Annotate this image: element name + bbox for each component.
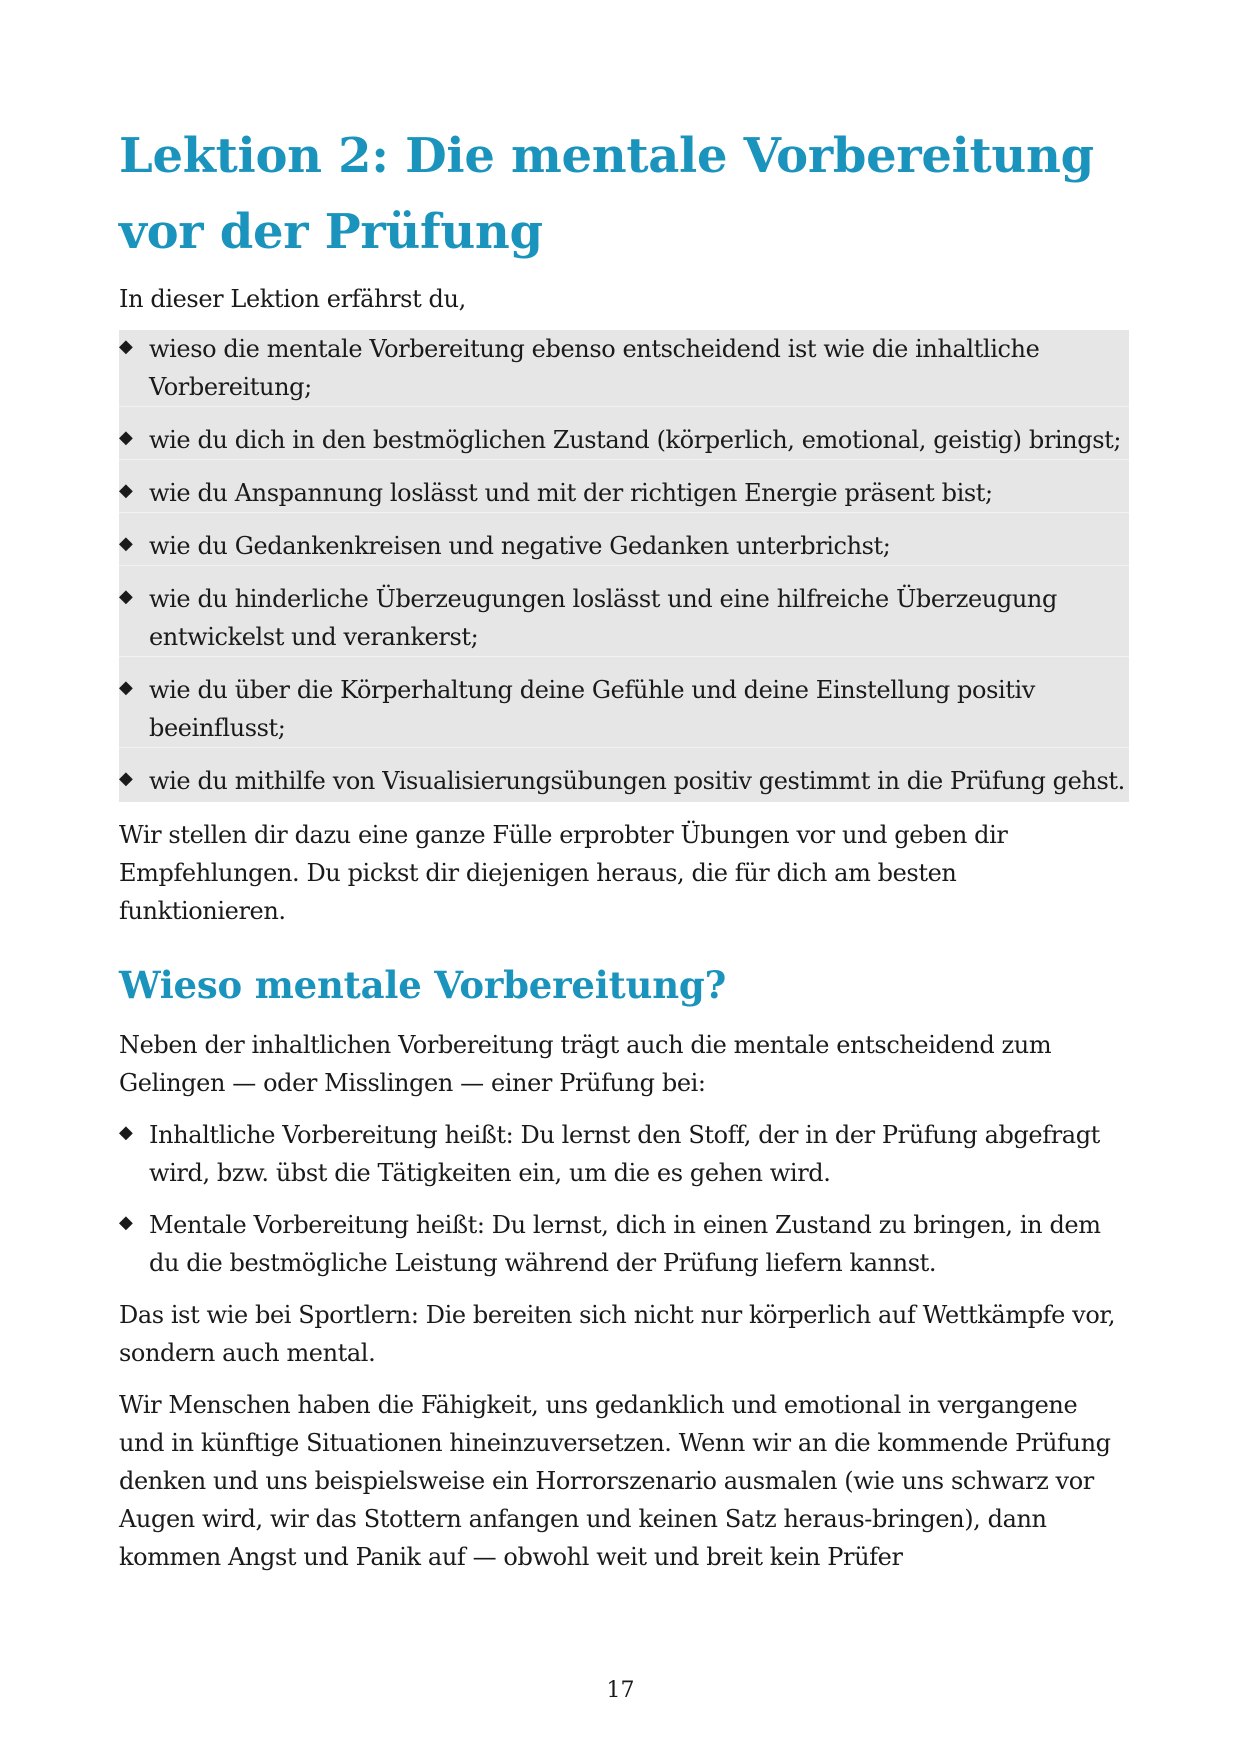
goal-item: ◆ wie du mithilfe von Visualisierungsübungen positiv gestimmt in die Prüfung gehst. xyxy=(119,767,1125,795)
goal-item: ◆ wie du über die Körperhaltung deine Gefühle und deine Einstellung positiv beeinflusst; xyxy=(119,671,1129,748)
sport-paragraph: Das ist wie bei Sportlern: Die bereiten sich nicht nur körperlich auf Wettkämpfe vor, sondern auch mental. xyxy=(119,1301,1116,1367)
section-intro-paragraph: Neben der inhaltlichen Vorbereitung trägt auch die mentale entscheidend zum Gelingen — oder Misslingen — einer Prüfung bei: xyxy=(119,1031,1052,1097)
section-heading: Wieso mentale Vorbereitung? xyxy=(119,963,727,1007)
lesson-goals-list xyxy=(119,330,1129,802)
page-number: 17 xyxy=(606,1678,635,1703)
goal-item: ◆ wie du dich in den bestmöglichen Zustand (körperlich, emotional, geistig) bringst; xyxy=(119,421,1129,460)
people-paragraph: Wir Menschen haben die Fähigkeit, uns gedanklich und emotional in vergangene und in künftige Situationen hineinzuversetzen. Wenn wir an die kommende Prüfung denken und uns beispielsweise ein Horrorszenario ausmalen (wie uns schwarz vor Augen wird, wir das Stottern anfangen und keinen Satz heraus-bringen), dann kommen Angst und Panik auf — obwohl weit und breit kein Prüfer xyxy=(119,1391,1111,1571)
diamond-bullet-icon: ◆ xyxy=(119,1122,133,1143)
diamond-bullet-icon: ◆ xyxy=(119,336,133,357)
diamond-bullet-icon: ◆ xyxy=(119,1212,133,1233)
diamond-bullet-icon: ◆ xyxy=(119,768,133,789)
preparation-types-list xyxy=(119,1116,1129,1282)
intro-text: In dieser Lektion erfährst du, xyxy=(119,285,466,313)
diamond-bullet-icon: ◆ xyxy=(119,586,133,607)
diamond-bullet-icon: ◆ xyxy=(119,677,133,698)
lesson-title: Lektion 2: Die mentale Vorbereitung vor der Prüfung xyxy=(119,128,1094,260)
diamond-bullet-icon: ◆ xyxy=(119,533,133,554)
goal-item: ◆ wie du Gedankenkreisen und negative Gedanken unterbrichst; xyxy=(119,527,1129,566)
after-goals-paragraph: Wir stellen dir dazu eine ganze Fülle erprobter Übungen vor und geben dir Empfehlungen. Du pickst dir diejenigen heraus, die für dich am besten funktionieren. xyxy=(119,821,1008,925)
goal-item: ◆ wie du Anspannung loslässt und mit der richtigen Energie präsent bist; xyxy=(119,474,1129,513)
goal-item: ◆ wieso die mentale Vorbereitung ebenso entscheidend ist wie die inhaltliche Vorbereitung; xyxy=(119,330,1129,407)
diamond-bullet-icon: ◆ xyxy=(119,427,133,448)
diamond-bullet-icon: ◆ xyxy=(119,480,133,501)
list-item: ◆ Mentale Vorbereitung heißt: Du lernst, dich in einen Zustand zu bringen, in dem du die bestmögliche Leistung während der Prüfung liefern kannst. xyxy=(119,1211,1101,1277)
document-page xyxy=(119,118,1129,1590)
goal-item: ◆ wie du hinderliche Überzeugungen loslässt und eine hilfreiche Überzeugung entwickelst und verankerst; xyxy=(119,580,1129,657)
list-item: ◆ Inhaltliche Vorbereitung heißt: Du lernst den Stoff, der in der Prüfung abgefragt wird, bzw. übst die Tätigkeiten ein, um die es gehen wird. xyxy=(119,1121,1100,1187)
